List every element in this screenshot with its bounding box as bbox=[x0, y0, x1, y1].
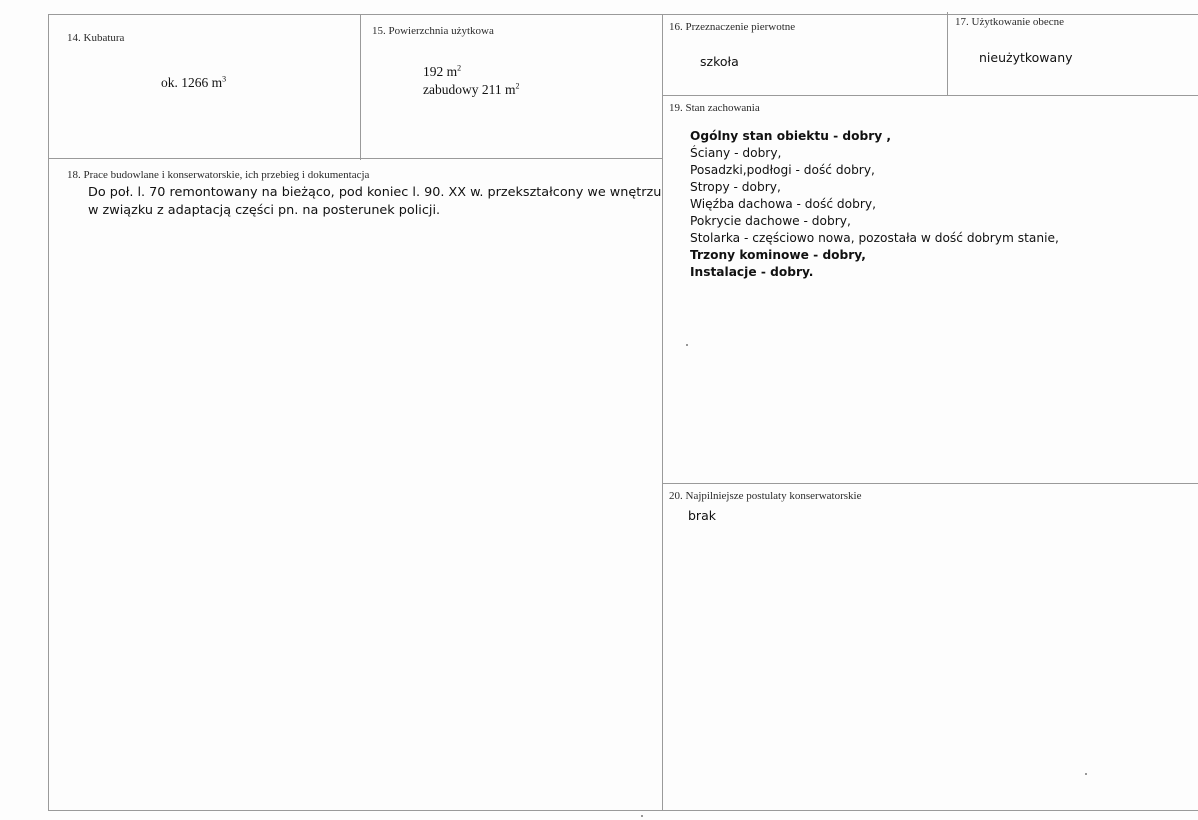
powierzchnia-label: 15. Powierzchnia użytkowa bbox=[372, 25, 494, 37]
prace-text-line-2: w związku z adaptacją części pn. na posterunek policji. bbox=[88, 203, 441, 218]
divider-14-15 bbox=[360, 14, 361, 160]
przeznaczenie-label: 16. Przeznaczenie pierwotne bbox=[669, 21, 796, 33]
kubatura-label: 14. Kubatura bbox=[67, 32, 125, 44]
powierzchnia-value-1: 192 $m^2$ bbox=[423, 63, 462, 79]
stan-item-stropy: Stropy - dobry, bbox=[690, 180, 781, 194]
stan-item-pokrycie: Pokrycie dachowe - dobry, bbox=[690, 214, 851, 228]
przeznaczenie-value: szkoła bbox=[700, 54, 739, 69]
scan-speck bbox=[641, 815, 643, 817]
powierzchnia-value-2: zabudowy 211 $m^2$ bbox=[423, 81, 520, 97]
stan-list bbox=[690, 128, 1059, 281]
main-vertical-divider bbox=[662, 14, 663, 810]
kubatura-value: ok. 1266 $m^3$ bbox=[161, 74, 227, 90]
stan-item-instalacje: Instalacje - dobry. bbox=[690, 265, 814, 279]
stan-item-ogolny: Ogólny stan obiektu - dobry , bbox=[690, 129, 892, 143]
left-border-line bbox=[48, 14, 49, 810]
bottom-border-line bbox=[48, 810, 1198, 811]
divider-16-17 bbox=[947, 12, 948, 96]
postulaty-label: 20. Najpilniejsze postulaty konserwatorskie bbox=[669, 490, 862, 502]
prace-label: 18. Prace budowlane i konserwatorskie, ich przebieg i dokumentacja bbox=[67, 169, 370, 181]
stan-item-sciany: Ściany - dobry, bbox=[690, 146, 782, 160]
top-border-line bbox=[48, 14, 1198, 15]
prace-text-line-1: Do poł. l. 70 remontowany na bieżąco, pod koniec l. 90. XX w. przekształcony we wnętrzu bbox=[88, 185, 662, 200]
stan-item-posadzki: Posadzki,podłogi - dość dobry, bbox=[690, 163, 875, 177]
scan-speck bbox=[1085, 773, 1087, 775]
divider-row1-right bbox=[662, 95, 1198, 96]
uzytkowanie-label: 17. Użytkowanie obecne bbox=[955, 16, 1065, 28]
stan-item-trzony: Trzony kominowe - dobry, bbox=[690, 248, 866, 262]
uzytkowanie-value: nieużytkowany bbox=[979, 50, 1073, 65]
scan-speck bbox=[686, 344, 688, 346]
divider-row1-left bbox=[48, 158, 662, 159]
divider-19-20 bbox=[662, 483, 1198, 484]
stan-item-wiezba: Więźba dachowa - dość dobry, bbox=[690, 197, 876, 211]
stan-item-stolarka: Stolarka - częściowo nowa, pozostała w dość dobrym stanie, bbox=[690, 231, 1059, 245]
postulaty-value: brak bbox=[688, 508, 716, 523]
stan-label: 19. Stan zachowania bbox=[669, 102, 760, 114]
